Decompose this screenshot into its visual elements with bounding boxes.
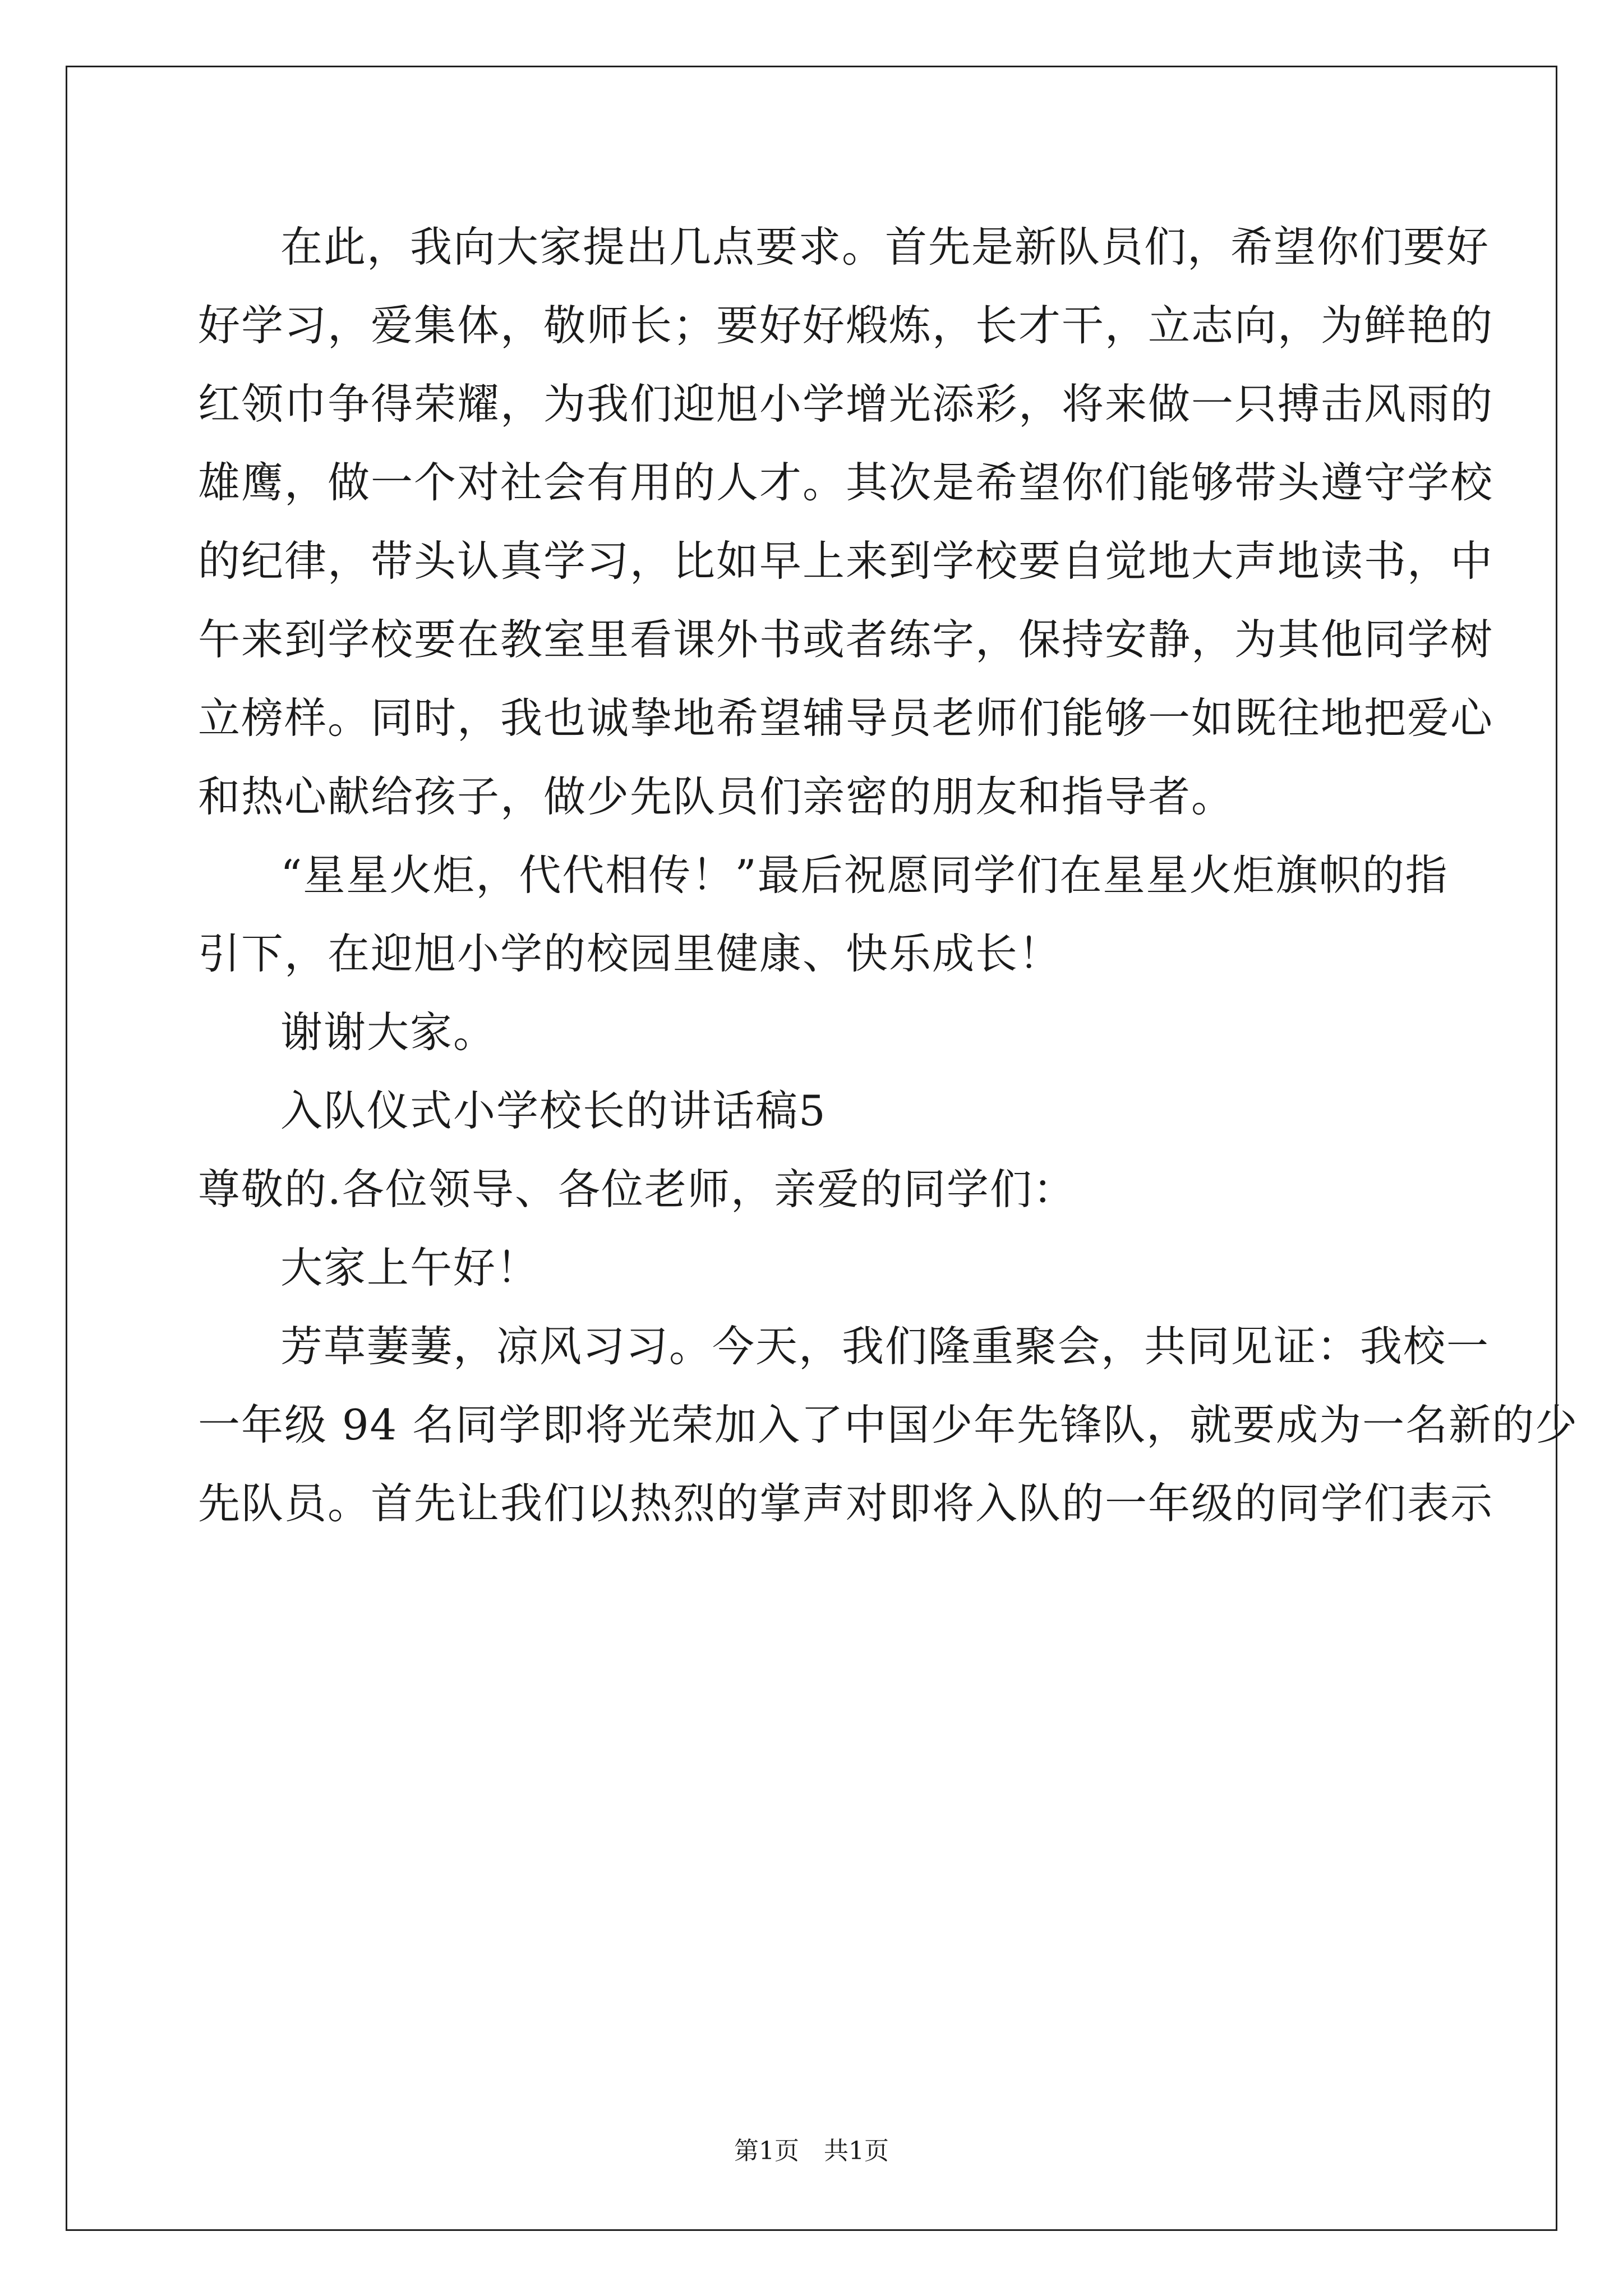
text-line: 谢谢大家。 [280,1007,497,1057]
text-line: 好学习，爱集体，敬师长；要好好煅炼，长才干，立志向，为鲜艳的 [198,301,1494,350]
text-line: 的纪律，带头认真学习，比如早上来到学校要自觉地大声地读书，中 [198,536,1494,586]
text-line: “星星火炬，代代相传！”最后祝愿同学们在星星火炬旗帜的指 [280,850,1449,900]
text-line: 雄鹰，做一个对社会有用的人才。其次是希望你们能够带头遵守学校 [198,458,1494,507]
text-line: 立榜样。同时，我也诚挚地希望辅导员老师们能够一如既往地把爱心 [198,693,1494,743]
text-line: 入队仪式小学校长的讲话稿5 [280,1086,827,1135]
page-footer: 第1页 共1页 [734,2137,889,2165]
text-line: 引下，在迎旭小学的校园里健康、快乐成长！ [198,929,1062,978]
text-line: 芳草萋萋，凉风习习。今天，我们隆重聚会，共同见证：我校一 [280,1322,1490,1371]
text-line: 红领巾争得荣耀，为我们迎旭小学增光添彩，将来做一只搏击风雨的 [198,379,1494,429]
text-line: 大家上午好！ [280,1243,540,1292]
section-heading: 尊敬的.各位领导、各位老师，亲爱的同学们： [198,1165,1076,1214]
text-line: 和热心献给孩子，做少先队员们亲密的朋友和指导者。 [198,772,1235,821]
text-line: 午来到学校要在教室里看课外书或者练字，保持安静，为其他同学树 [198,615,1494,664]
text-line: 一年级 94 名同学即将光荣加入了中国少年先锋队，就要成为一名新的少 [198,1400,1579,1450]
text-line: 在此，我向大家提出几点要求。首先是新队员们，希望你们要好 [280,222,1490,272]
text-line: 先队员。首先让我们以热烈的掌声对即将入队的一年级的同学们表示 [198,1479,1494,1528]
